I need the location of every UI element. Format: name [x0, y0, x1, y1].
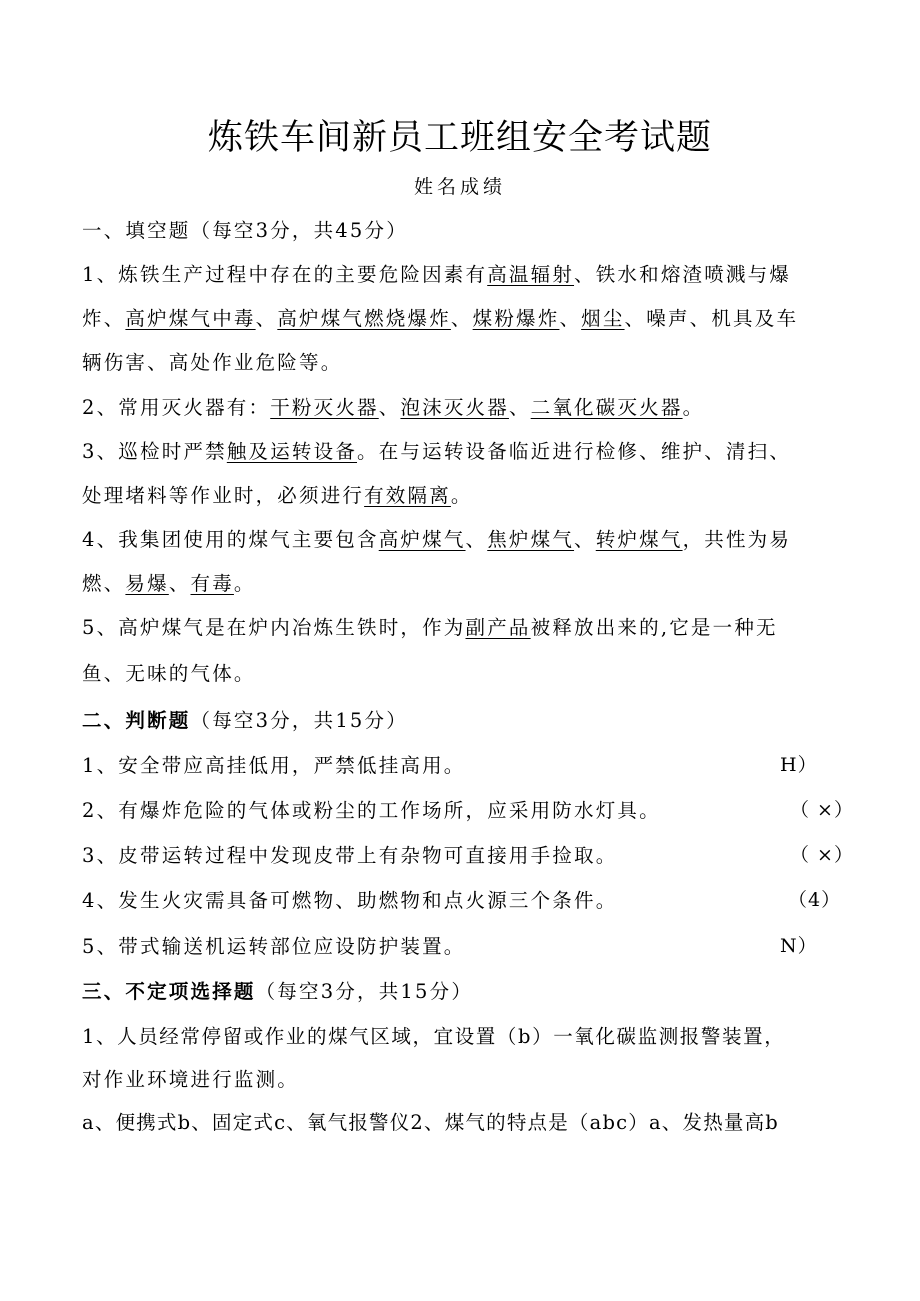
answer-blank: 高炉煤气中毒	[125, 307, 256, 330]
q5-line-1	[82, 612, 778, 640]
answer-blank: 易爆	[125, 572, 169, 595]
answer-blank: 有效隔离	[364, 484, 451, 507]
judge-item-1: 1、安全带应高挂低用，严禁低挂高用。	[82, 754, 466, 777]
q3-line-1	[82, 436, 791, 464]
heading-bold: 二、判断题	[82, 709, 191, 732]
q1-line-2	[82, 303, 798, 331]
answer-blank: 煤粉爆炸	[472, 307, 560, 330]
q5-line-2: 鱼、无味的气体。	[82, 662, 256, 685]
text: 、噪声、机具及车	[624, 307, 799, 330]
answer-blank: 高炉煤气	[378, 528, 466, 551]
judge-item-4: 4、发生火灾需具备可燃物、助燃物和点火源三个条件。	[82, 889, 618, 912]
q3-line-2	[82, 480, 473, 508]
section-1-heading: 一、填空题（每空3分，共45分）	[82, 219, 408, 242]
section-2-heading	[82, 705, 408, 733]
judge-answer-4: （4）	[788, 889, 842, 911]
judge-item-3: 3、皮带运转过程中发现皮带上有杂物可直接用手捡取。	[82, 844, 618, 867]
answer-blank: 二氧化碳灭火器	[530, 396, 683, 419]
text: 、	[450, 307, 473, 330]
answer-blank: 高炉煤气燃烧爆炸	[277, 307, 451, 330]
text: 1、炼铁生产过程中存在的主要危险因素有	[82, 263, 488, 286]
heading-rest: （每空3分，共15分）	[255, 980, 474, 1003]
q1-line-3: 辆伤害、高处作业危险等。	[82, 351, 343, 374]
answer-blank: 副产品	[465, 616, 531, 639]
answer-blank: 触及运转设备	[226, 440, 358, 463]
judge-answer-1: H）	[780, 754, 818, 776]
text: 燃、	[82, 572, 126, 595]
text: 2、常用灭火器有：	[82, 396, 271, 419]
text: 、	[559, 307, 582, 330]
text: 5、高炉煤气是在炉内冶炼生铁时，作为	[82, 616, 466, 639]
choice-q1-line-2: 对作业环境进行监测。	[82, 1068, 300, 1091]
text: 、	[255, 307, 278, 330]
text: 4、我集团使用的煤气主要包含	[82, 528, 379, 551]
q4-line-2	[82, 568, 256, 596]
text: 处理堵料等作业时，必须进行	[82, 484, 365, 507]
answer-blank: 泡沫灭火器	[400, 396, 509, 419]
page-title: 炼铁车间新员工班组安全考试题	[207, 118, 712, 158]
judge-item-5: 5、带式输送机运转部位应设防护装置。	[82, 935, 466, 958]
text: 、铁水和熔渣喷溅与爆	[574, 263, 792, 286]
text: 、	[508, 396, 531, 419]
name-score-line: 姓名成绩	[413, 176, 506, 198]
text: 炸、	[82, 307, 126, 330]
text: 。在与运转设备临近进行检修、维护、清扫、	[357, 440, 792, 463]
text: 被释放出来的,它是一种无	[530, 616, 778, 639]
q1-line-1	[82, 259, 791, 287]
choice-options-line: a、便携式b、固定式c、氧气报警仪2、煤气的特点是（abc）a、发热量高b	[82, 1111, 779, 1134]
text: 、	[574, 528, 596, 551]
judge-answer-3: （ ×）	[790, 844, 854, 866]
answer-blank: 焦炉煤气	[487, 528, 575, 551]
text: 、	[378, 396, 401, 419]
judge-answer-5: N）	[780, 935, 818, 957]
answer-blank: 干粉灭火器	[270, 396, 379, 419]
text: 、	[168, 572, 191, 595]
text: 。	[233, 572, 256, 595]
heading-bold: 三、不定项选择题	[82, 980, 256, 1003]
text: 。	[682, 396, 705, 419]
text: 、	[465, 528, 488, 551]
answer-blank: 高温辐射	[487, 263, 575, 286]
judge-answer-2: （ ×）	[790, 799, 854, 821]
choice-q1-line-1: 1、人员经常停留或作业的煤气区域，宜设置（b）一氧化碳监测报警装置，	[82, 1025, 786, 1048]
text: 3、巡检时严禁	[82, 440, 227, 463]
answer-blank: 转炉煤气	[595, 528, 683, 551]
section-3-heading	[82, 976, 473, 1004]
q4-line-1	[82, 524, 791, 552]
answer-blank: 烟尘	[581, 307, 625, 330]
judge-item-2: 2、有爆炸危险的气体或粉尘的工作场所，应采用防水灯具。	[82, 799, 661, 822]
text: ，共性为易	[682, 528, 792, 551]
q2-line	[82, 392, 704, 420]
heading-rest: （每空3分，共15分）	[190, 709, 408, 732]
answer-blank: 有毒	[190, 572, 234, 595]
text: 。	[450, 484, 473, 507]
